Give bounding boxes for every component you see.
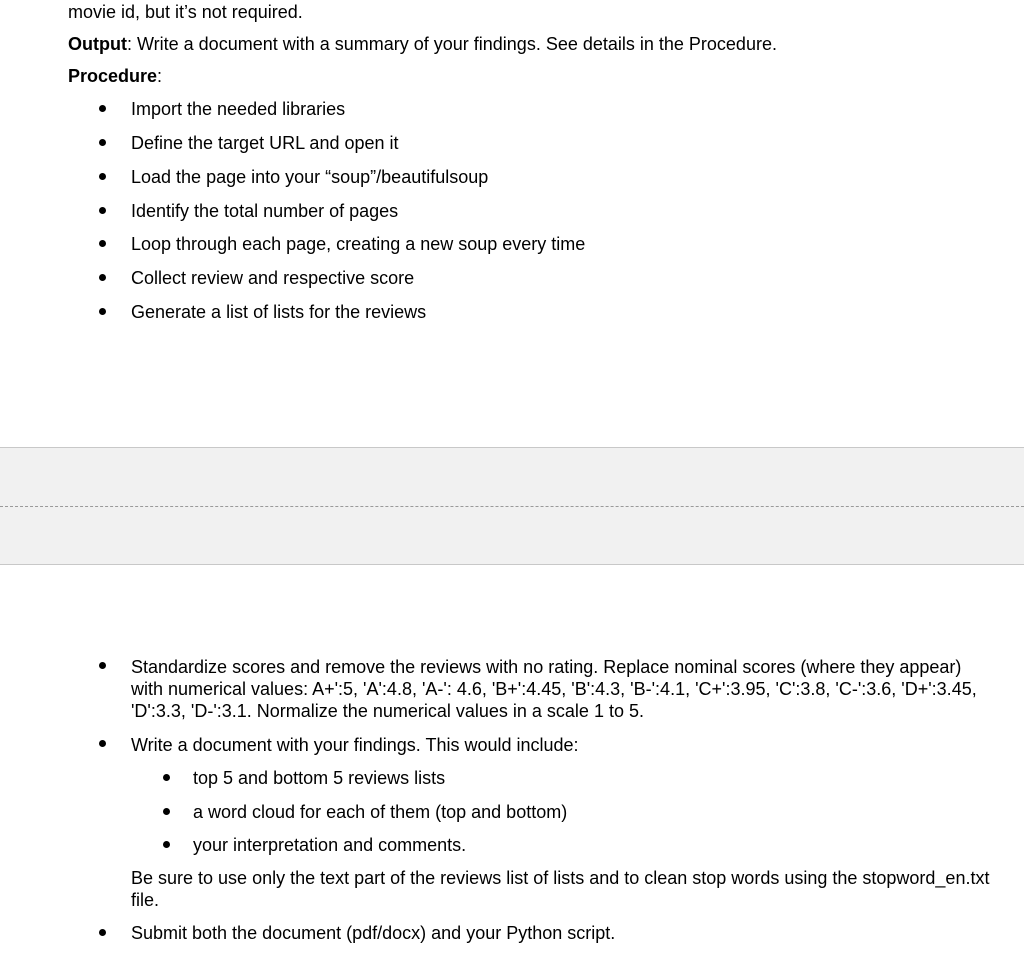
step-text: Identify the total number of pages: [131, 201, 399, 221]
submit-text: Submit both the document (pdf/docx) and your Python script.: [131, 923, 616, 943]
procedure-colon: :: [157, 66, 163, 86]
step-text: Generate a list of lists for the reviews: [131, 302, 427, 322]
standardize-text: Standardize scores and remove the reviews with no rating. Replace nominal scores (where they appear) with numerical values: A+':5, 'A':4.8, 'A-': 4.6, 'B+':4.45, 'B':4.3, 'B-':4.1, 'C+':3.95, 'C':3.8, 'C-':3.6, 'D+':3.45, 'D':3.3, 'D-':3.1. Normalize the numerical values in a scale 1 to 5.: [131, 657, 977, 721]
bullet-icon: [99, 105, 106, 112]
bullet-icon: [99, 173, 106, 180]
bullet-icon: [163, 774, 170, 781]
sub-item-text: top 5 and bottom 5 reviews lists: [193, 768, 446, 788]
write-doc-text: Write a document with your findings. This would include:: [131, 735, 579, 755]
bullet-icon: [99, 308, 106, 315]
bullet-icon: [99, 740, 106, 747]
step-text: Import the needed libraries: [131, 99, 346, 119]
bullet-icon: [99, 274, 106, 281]
sub-item-text: your interpretation and comments.: [193, 835, 467, 855]
step-text: Define the target URL and open it: [131, 133, 399, 153]
output-paragraph: [68, 33, 777, 55]
bullet-icon: [99, 240, 106, 247]
output-label: Output: [68, 34, 127, 54]
bullet-icon: [99, 662, 106, 669]
note-text: Be sure to use only the text part of the reviews list of lists and to clean stop words using the stopword_en.txt file.: [131, 868, 990, 910]
output-text: : Write a document with a summary of your findings. See details in the Procedure.: [126, 34, 777, 54]
procedure-heading: [68, 65, 162, 87]
procedure-label: Procedure: [68, 66, 158, 86]
page-break-line: [0, 506, 1024, 507]
bullet-icon: [163, 841, 170, 848]
step-text: Loop through each page, creating a new soup every time: [131, 234, 586, 254]
sub-item-text: a word cloud for each of them (top and bottom): [193, 802, 568, 822]
bullet-icon: [163, 808, 170, 815]
intro-fragment: movie id, but it’s not required.: [68, 2, 303, 22]
bullet-icon: [99, 139, 106, 146]
bullet-icon: [99, 929, 106, 936]
bullet-icon: [99, 207, 106, 214]
step-text: Collect review and respective score: [131, 268, 415, 288]
step-text: Load the page into your “soup”/beautifulsoup: [131, 167, 489, 187]
